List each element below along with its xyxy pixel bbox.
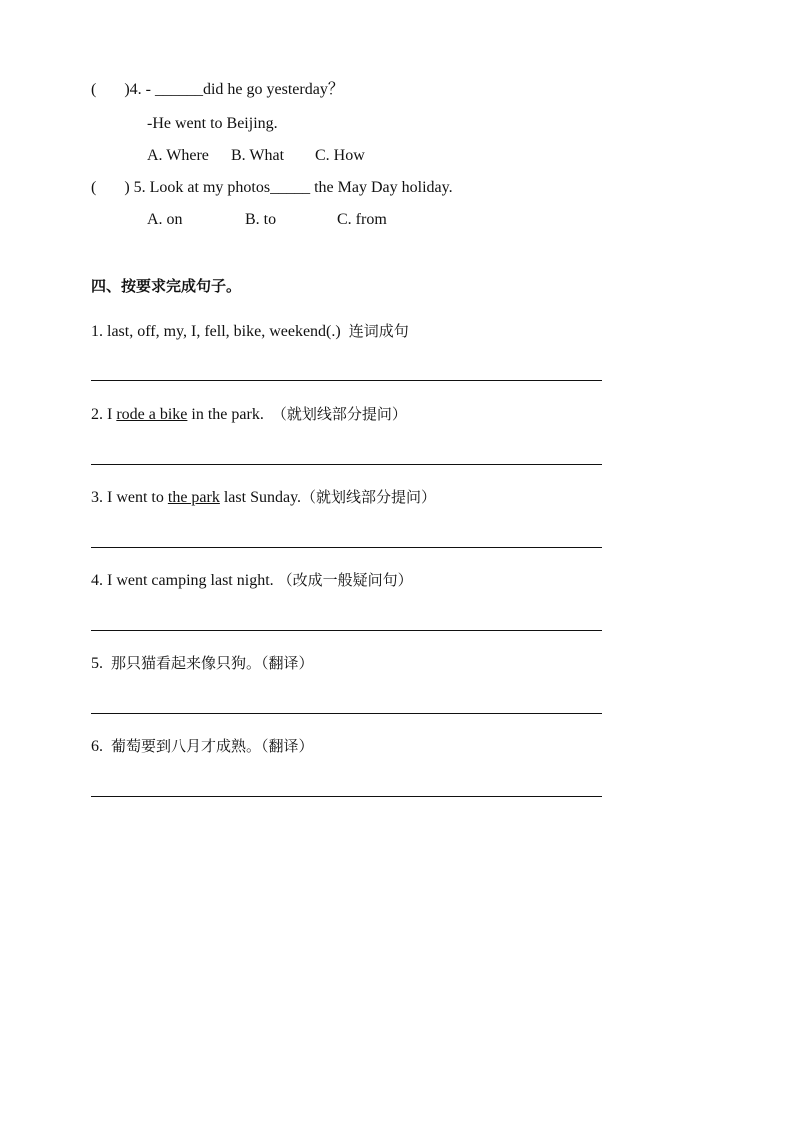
q4-option-a: A. Where bbox=[147, 147, 209, 164]
item-3-text-post: last Sunday. bbox=[219, 489, 302, 506]
item-3-text-pre: 3. I went to bbox=[91, 489, 168, 506]
item-3-instruction: （就划线部分提问） bbox=[301, 488, 437, 506]
item-2-underlined: rode a bike bbox=[116, 406, 188, 423]
item-6-number: 6. bbox=[91, 738, 111, 755]
item-4-instruction: （改成一般疑问句） bbox=[277, 571, 413, 589]
item-1-text: 1. last, off, my, I, fell, bike, weekend(.) bbox=[91, 323, 349, 340]
question-4 bbox=[91, 80, 344, 100]
q4-option-b: B. What bbox=[231, 147, 285, 164]
item-5-instruction: 那只猫看起来像只狗。（翻译） bbox=[111, 654, 314, 672]
q4-blank: ______ bbox=[154, 81, 203, 98]
q5-option-b: B. to bbox=[245, 211, 277, 228]
item-4-text: 4. I went camping last night. bbox=[91, 572, 278, 589]
question-5 bbox=[91, 178, 453, 198]
item-2-instruction: （就划线部分提问） bbox=[271, 405, 407, 423]
section-heading: 四、按要求完成句子。 bbox=[91, 277, 242, 295]
q4-answer: -He went to Beijing. bbox=[147, 115, 278, 132]
item-1 bbox=[91, 321, 409, 342]
q5-paren: ( ) 5. Look at my photos bbox=[91, 179, 271, 196]
q4-text: did he go yesterday？ bbox=[202, 81, 344, 98]
item-1-instruction: 连词成句 bbox=[348, 322, 409, 340]
item-2-text-pre: 2. I bbox=[91, 406, 117, 423]
q4-option-c: C. How bbox=[315, 147, 365, 164]
item-3 bbox=[91, 487, 436, 508]
item-2-text-post: in the park. bbox=[187, 406, 272, 423]
item-4 bbox=[91, 570, 413, 591]
answer-line-6[interactable] bbox=[91, 796, 602, 797]
item-3-underlined: the park bbox=[167, 489, 220, 506]
item-6 bbox=[91, 736, 314, 757]
q5-option-c: C. from bbox=[337, 211, 387, 228]
item-2 bbox=[91, 404, 407, 425]
item-5 bbox=[91, 653, 314, 674]
answer-line-3[interactable] bbox=[91, 547, 602, 548]
q4-paren: ( )4. - bbox=[91, 81, 155, 98]
q5-blank: _____ bbox=[270, 179, 311, 196]
item-5-number: 5. bbox=[91, 655, 111, 672]
answer-line-4[interactable] bbox=[91, 630, 602, 631]
q5-text: the May Day holiday. bbox=[310, 179, 453, 196]
answer-line-5[interactable] bbox=[91, 713, 602, 714]
item-6-instruction: 葡萄要到八月才成熟。（翻译） bbox=[111, 737, 314, 755]
answer-line-1[interactable] bbox=[91, 380, 602, 381]
q5-option-a: A. on bbox=[147, 211, 183, 228]
answer-line-2[interactable] bbox=[91, 464, 602, 465]
